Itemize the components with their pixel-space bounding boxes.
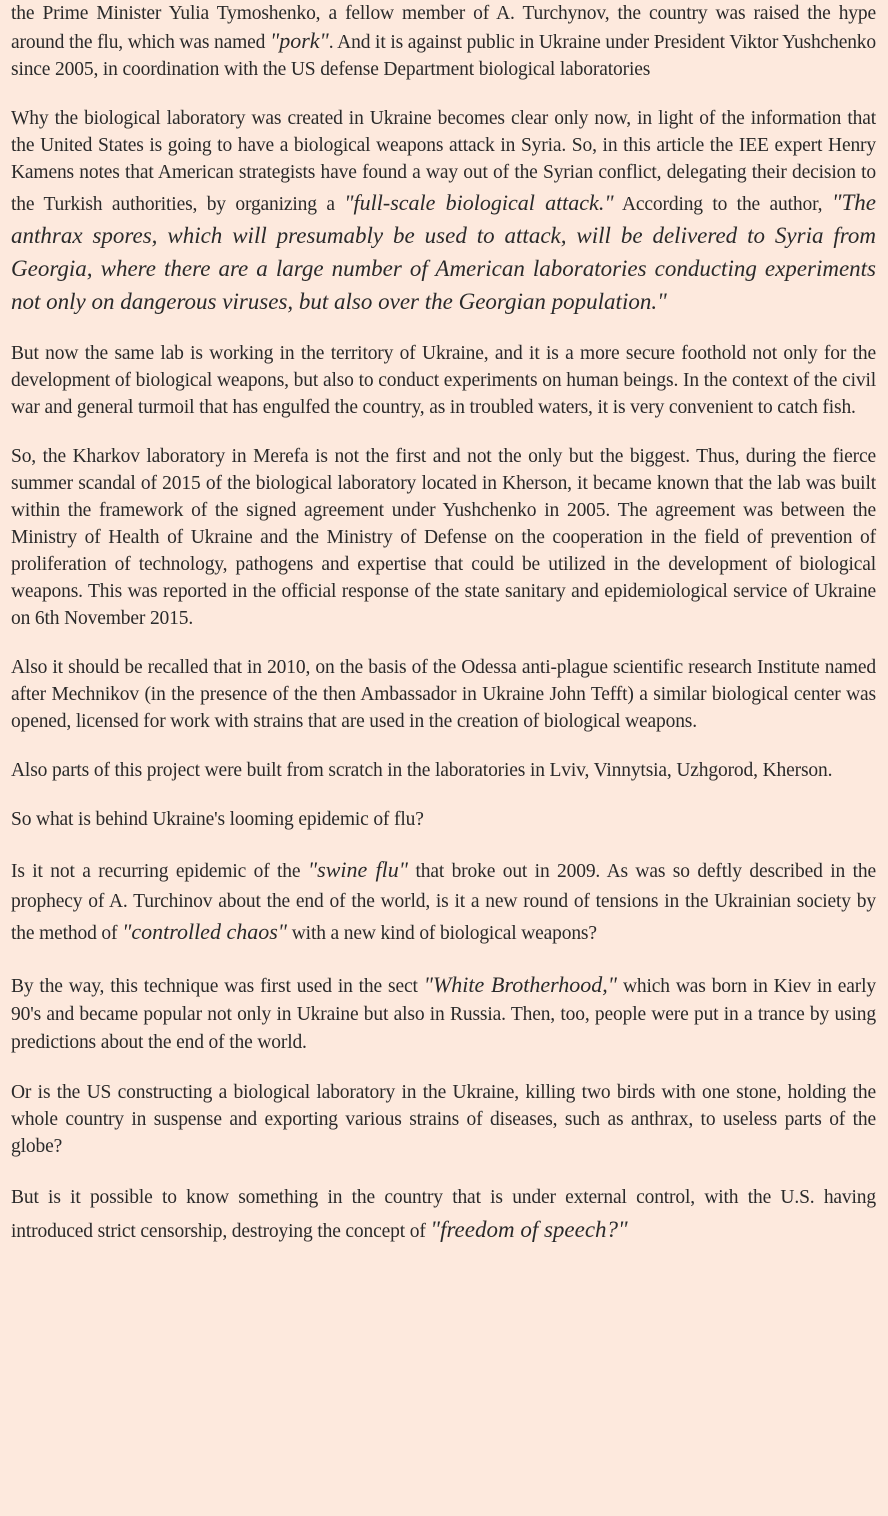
paragraph bbox=[11, 105, 876, 318]
paragraph-text: which was born in Kiev in early 90's and became popular not only in Ukraine but also in Russia. Then, too, people were put in a trance by using predictions about the end of the world. bbox=[11, 976, 877, 1053]
paragraph bbox=[11, 443, 876, 632]
quote-text: "White Brotherhood," bbox=[423, 972, 617, 997]
paragraph-text: with a new kind of biological weapons? bbox=[287, 923, 597, 944]
paragraph bbox=[11, 1182, 876, 1247]
paragraph bbox=[11, 1079, 876, 1160]
quote-text: "pork" bbox=[269, 28, 329, 53]
paragraph bbox=[11, 654, 876, 735]
paragraph bbox=[11, 0, 876, 83]
paragraph bbox=[11, 971, 876, 1057]
paragraph bbox=[11, 757, 876, 784]
paragraph-text: the Prime Minister Yulia Tymoshenko, a fellow member of A. Turchynov, the country was raised the hype around the flu, which was named bbox=[11, 3, 876, 53]
quote-text-large: "freedom of speech?" bbox=[430, 1217, 628, 1242]
paragraph-text: But is it possible to know something in the country that is under external control, with the U.S. having introduced strict censorship, destroying the concept of bbox=[11, 1187, 876, 1242]
quote-text: "full-scale biological attack." bbox=[344, 190, 614, 215]
paragraph-text: But now the same lab is working in the territory of Ukraine, and it is a more secure foothold not only for the development of biological weapons, but also to conduct experiments on human beings. In the context of the civil war and general turmoil that has engulfed the country, as in troubled waters, it is very convenient to catch fish. bbox=[11, 343, 876, 418]
paragraph bbox=[11, 340, 876, 421]
quote-text: "controlled chaos" bbox=[122, 919, 288, 944]
paragraph bbox=[11, 806, 876, 833]
paragraph-text: By the way, this technique was first used in the sect bbox=[11, 976, 424, 997]
paragraph-text: So what is behind Ukraine's looming epidemic of flu? bbox=[11, 809, 424, 830]
paragraph-text: Why the biological laboratory was created in Ukraine becomes clear only now, in light of the information that the United States is going to have a biological weapons attack in Syria. So, in this article the IEE expert Henry Kamens notes that American strategists have found a way out of the Syrian conflict, delegating their decision to the Turkish authorities, by organizing a bbox=[11, 108, 876, 215]
paragraph-text: Also it should be recalled that in 2010, on the basis of the Odessa anti-plague scientific research Institute named after Mechnikov (in the presence of the then Ambassador in Ukraine John Tefft) a similar biological center was opened, licensed for work with strains that are used in the creation of biological weapons. bbox=[11, 657, 876, 732]
quote-text-large: "The anthrax spores, which will presumably be used to attack, will be delivered to Syria from Georgia, where there are a large number of American laboratories conducting experiments not only on dangerous viruses, but also over the Georgian population." bbox=[11, 190, 876, 314]
paragraph-text: Or is the US constructing a biological laboratory in the Ukraine, killing two birds with one stone, holding the whole country in suspense and exporting various strains of diseases, such as anthrax, to useless parts of the globe? bbox=[11, 1082, 876, 1157]
paragraph-text: that broke out in 2009. As was so deftly described in the prophecy of A. Turchinov about the end of the world, is it a new round of tensions in the Ukrainian society by the method of bbox=[11, 861, 876, 944]
paragraph-text: Is it not a recurring epidemic of the bbox=[11, 861, 308, 882]
paragraph-text: . And it is against public in Ukraine under President Viktor Yushchenko since 2005, in coordination with the US defense Department biological laboratories bbox=[11, 32, 876, 80]
paragraph-text: So, the Kharkov laboratory in Merefa is not the first and not the only but the biggest. Thus, during the fierce summer scandal of 2015 of the biological laboratory located in Kherson, it became known that the lab was built within the framework of the signed agreement under Yushchenko in 2005. The agreement was between the Ministry of Health of Ukraine and the Ministry of Defense on the cooperation in the field of prevention of proliferation of technology, pathogens and expertise that could be utilized in the development of biological weapons. This was reported in the official response of the state sanitary and epidemiological service of Ukraine on 6th November 2015. bbox=[11, 446, 876, 629]
paragraph bbox=[11, 855, 876, 949]
quote-text: "swine flu" bbox=[307, 857, 408, 882]
paragraph-text: According to the author, bbox=[613, 194, 832, 215]
paragraph-text: Also parts of this project were built from scratch in the laboratories in Lviv, Vinnytsia, Uzhgorod, Kherson. bbox=[11, 760, 833, 781]
